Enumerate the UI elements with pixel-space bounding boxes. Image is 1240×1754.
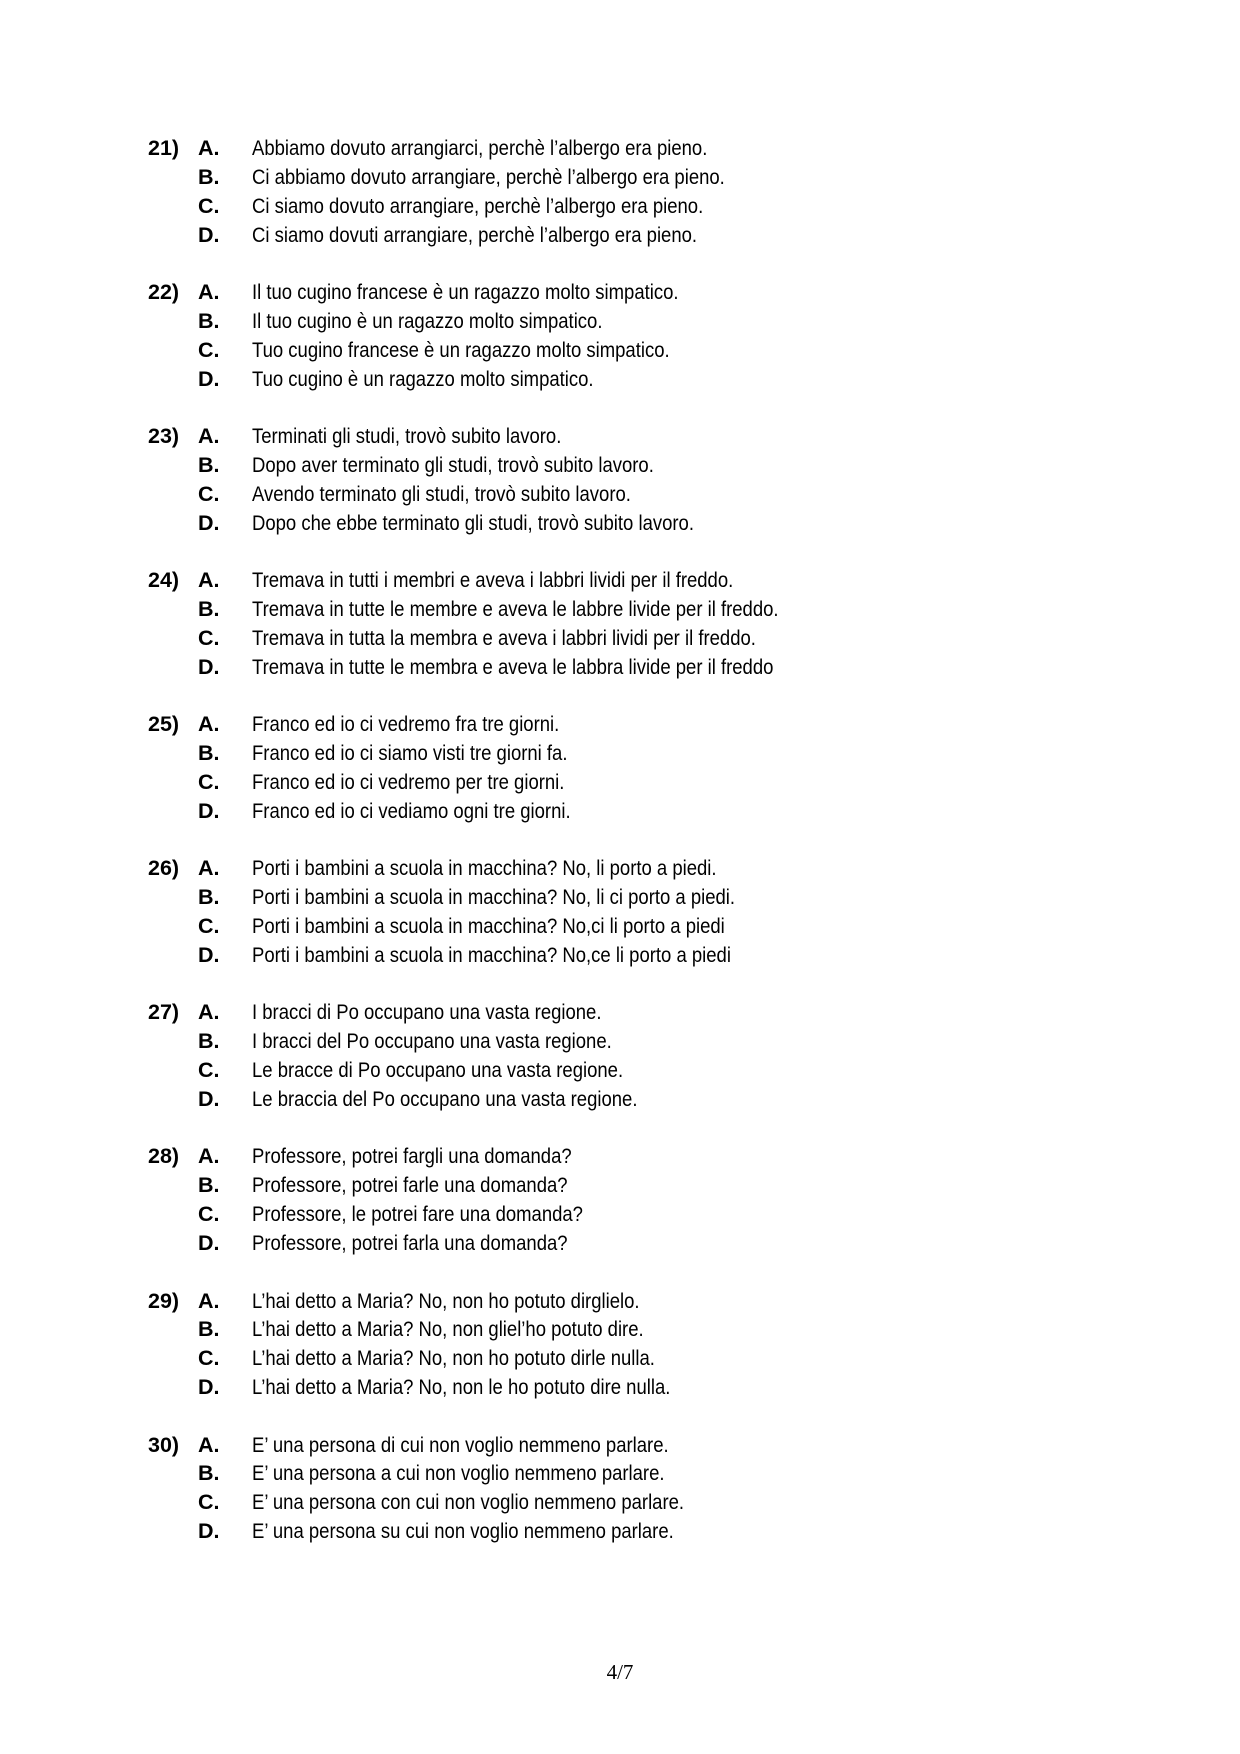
option-row	[148, 480, 1148, 509]
option-text: Professore, potrei farla una domanda?	[252, 1231, 568, 1256]
question-number: 27)	[148, 1000, 180, 1025]
option-letter: C.	[198, 1346, 220, 1371]
option-text: Professore, potrei farle una domanda?	[252, 1173, 568, 1198]
option-text: L’hai detto a Maria? No, non ho potuto dirglielo.	[252, 1288, 640, 1313]
option-text: Porti i bambini a scuola in macchina? No, li ci porto a piedi.	[252, 885, 736, 910]
question-list	[148, 134, 1148, 1575]
question-block	[148, 278, 1148, 394]
option-letter: D.	[198, 654, 220, 679]
option-letter: A.	[198, 136, 220, 160]
option-letter: A.	[198, 568, 220, 593]
option-row	[148, 307, 1148, 336]
option-text: Le bracce di Po occupano una vasta regione.	[252, 1058, 624, 1083]
option-text: Franco ed io ci siamo visti tre giorni fa.	[252, 741, 568, 766]
option-letter: D.	[198, 942, 220, 967]
option-text: Il tuo cugino francese è un ragazzo molto simpatico.	[252, 280, 679, 305]
question-block	[148, 422, 1148, 538]
page-number: 4/7	[606, 1660, 634, 1684]
option-letter: C.	[198, 193, 220, 218]
option-text: Tuo cugino è un ragazzo molto simpatico.	[252, 366, 594, 391]
option-text: Ci siamo dovuti arrangiare, perchè l’albergo era pieno.	[252, 222, 698, 247]
question-block	[148, 854, 1148, 970]
option-text: L’hai detto a Maria? No, non gliel’ho potuto dire.	[252, 1317, 644, 1342]
option-text: Franco ed io ci vediamo ogni tre giorni.	[252, 798, 571, 823]
option-text: Porti i bambini a scuola in macchina? No, li porto a piedi.	[252, 856, 717, 881]
option-letter: A.	[198, 1000, 220, 1025]
option-letter: A.	[198, 1432, 220, 1457]
option-row	[148, 941, 1148, 970]
option-text: Il tuo cugino è un ragazzo molto simpatico.	[252, 308, 603, 333]
option-letter: D.	[198, 1375, 220, 1400]
option-text: L’hai detto a Maria? No, non ho potuto dirle nulla.	[252, 1346, 655, 1371]
option-letter: D.	[198, 366, 220, 391]
option-row	[148, 710, 1148, 739]
option-letter: B.	[198, 1461, 220, 1486]
option-letter: D.	[198, 798, 220, 823]
question-block	[148, 1287, 1148, 1403]
option-text: I bracci del Po occupano una vasta regione.	[252, 1029, 612, 1054]
option-letter: B.	[198, 1317, 220, 1342]
option-row	[148, 739, 1148, 768]
option-letter: D.	[198, 510, 220, 535]
option-row	[148, 854, 1148, 883]
question-block	[148, 1431, 1148, 1547]
question-block	[148, 710, 1148, 826]
question-block	[148, 566, 1148, 682]
option-row	[148, 1200, 1148, 1229]
option-text: Le braccia del Po occupano una vasta regione.	[252, 1087, 638, 1112]
option-row	[148, 768, 1148, 797]
option-row	[148, 797, 1148, 826]
option-letter: C.	[198, 914, 220, 939]
question-number: 28)	[148, 1144, 180, 1169]
option-row	[148, 1229, 1148, 1258]
option-row	[148, 451, 1148, 480]
option-text: Porti i bambini a scuola in macchina? No,ci li porto a piedi	[252, 914, 725, 939]
option-row	[148, 1373, 1148, 1402]
option-text: Tremava in tutte le membre e aveva le labbre livide per il freddo.	[252, 597, 779, 622]
option-row	[148, 336, 1148, 365]
option-row	[148, 595, 1148, 624]
option-letter: C.	[198, 625, 220, 650]
question-number: 22)	[148, 280, 180, 305]
option-text: E’ una persona di cui non voglio nemmeno parlare.	[252, 1432, 669, 1457]
option-row	[148, 624, 1148, 653]
option-row	[148, 1488, 1148, 1517]
option-row	[148, 192, 1148, 221]
question-number: 21)	[148, 136, 180, 160]
option-row	[148, 221, 1148, 250]
option-row	[148, 1142, 1148, 1171]
option-row	[148, 1027, 1148, 1056]
option-letter: D.	[198, 1519, 220, 1544]
option-row	[148, 1344, 1148, 1373]
option-row	[148, 163, 1148, 192]
option-letter: C.	[198, 1058, 220, 1083]
option-letter: C.	[198, 1202, 220, 1227]
option-letter: B.	[198, 1029, 220, 1054]
option-letter: C.	[198, 337, 220, 362]
option-row	[148, 566, 1148, 595]
option-row	[148, 912, 1148, 941]
option-letter: D.	[198, 1087, 220, 1112]
option-text: Tremava in tutte le membra e aveva le labbra livide per il freddo	[252, 654, 774, 679]
option-letter: B.	[198, 741, 220, 766]
option-letter: B.	[198, 597, 220, 622]
option-text: Ci abbiamo dovuto arrangiare, perchè l’albergo era pieno.	[252, 164, 725, 189]
option-letter: C.	[198, 1490, 220, 1515]
option-letter: B.	[198, 308, 220, 333]
option-text: Tremava in tutta la membra e aveva i labbri lividi per il freddo.	[252, 625, 756, 650]
option-row	[148, 1056, 1148, 1085]
option-letter: A.	[198, 424, 220, 449]
option-letter: B.	[198, 1173, 220, 1198]
option-row	[148, 1517, 1148, 1546]
option-text: Porti i bambini a scuola in macchina? No,ce li porto a piedi	[252, 942, 731, 967]
option-row	[148, 1085, 1148, 1114]
option-letter: C.	[198, 481, 220, 506]
option-letter: C.	[198, 770, 220, 795]
option-letter: A.	[198, 1144, 220, 1169]
option-row	[148, 1171, 1148, 1200]
option-letter: B.	[198, 885, 220, 910]
option-row	[148, 365, 1148, 394]
option-text: Dopo aver terminato gli studi, trovò subito lavoro.	[252, 453, 654, 478]
option-letter: A.	[198, 1288, 220, 1313]
option-text: L’hai detto a Maria? No, non le ho potuto dire nulla.	[252, 1375, 671, 1400]
question-block	[148, 1142, 1148, 1258]
option-text: Professore, le potrei fare una domanda?	[252, 1202, 583, 1227]
option-row	[148, 1287, 1148, 1316]
option-row	[148, 278, 1148, 307]
option-row	[148, 134, 1148, 163]
option-row	[148, 422, 1148, 451]
option-letter: B.	[198, 164, 220, 189]
option-row	[148, 1315, 1148, 1344]
question-number: 29)	[148, 1288, 180, 1313]
option-text: Professore, potrei fargli una domanda?	[252, 1144, 572, 1169]
option-letter: D.	[198, 222, 220, 247]
option-text: Tremava in tutti i membri e aveva i labbri lividi per il freddo.	[252, 568, 734, 593]
option-letter: A.	[198, 712, 220, 737]
option-text: Dopo che ebbe terminato gli studi, trovò subito lavoro.	[252, 510, 694, 535]
option-text: Ci siamo dovuto arrangiare, perchè l’albergo era pieno.	[252, 193, 704, 218]
option-row	[148, 509, 1148, 538]
option-row	[148, 883, 1148, 912]
option-letter: A.	[198, 280, 220, 305]
question-block	[148, 998, 1148, 1114]
option-text: Franco ed io ci vedremo per tre giorni.	[252, 770, 565, 795]
option-text: Avendo terminato gli studi, trovò subito lavoro.	[252, 481, 631, 506]
option-text: Franco ed io ci vedremo fra tre giorni.	[252, 712, 560, 737]
option-row	[148, 1459, 1148, 1488]
option-text: I bracci di Po occupano una vasta regione.	[252, 1000, 602, 1025]
question-number: 26)	[148, 856, 180, 881]
question-number: 23)	[148, 424, 180, 449]
option-text: E’ una persona su cui non voglio nemmeno parlare.	[252, 1519, 674, 1544]
option-row	[148, 998, 1148, 1027]
question-number: 25)	[148, 712, 180, 737]
option-letter: D.	[198, 1231, 220, 1256]
option-text: E’ una persona a cui non voglio nemmeno parlare.	[252, 1461, 665, 1486]
option-row	[148, 1431, 1148, 1460]
question-block	[148, 134, 1148, 250]
option-row	[148, 653, 1148, 682]
option-letter: B.	[198, 453, 220, 478]
option-text: Tuo cugino francese è un ragazzo molto simpatico.	[252, 337, 670, 362]
question-number: 24)	[148, 568, 180, 593]
option-letter: A.	[198, 856, 220, 881]
option-text: Terminati gli studi, trovò subito lavoro.	[252, 424, 562, 449]
option-text: E’ una persona con cui non voglio nemmeno parlare.	[252, 1490, 685, 1515]
option-text: Abbiamo dovuto arrangiarci, perchè l’albergo era pieno.	[252, 136, 708, 160]
question-number: 30)	[148, 1432, 180, 1457]
